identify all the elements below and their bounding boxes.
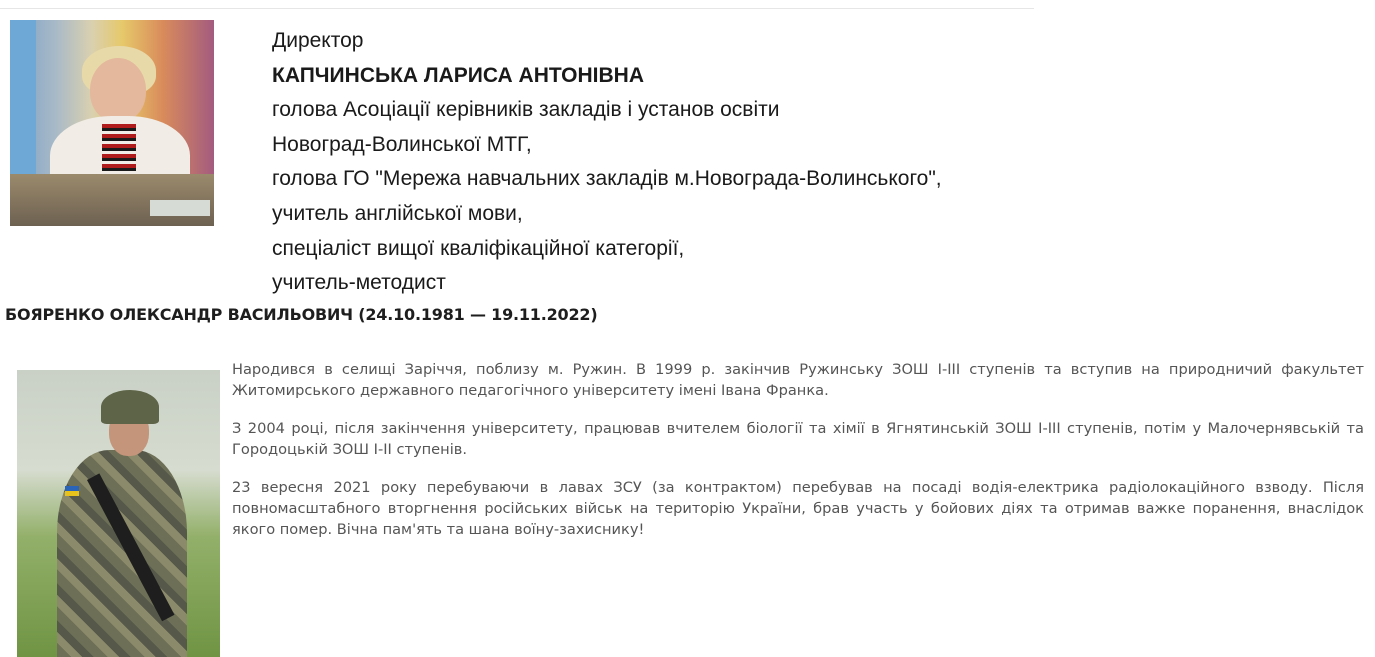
director-detail: Новоград-Волинської МТГ, [272, 132, 532, 156]
memorial-heading: БОЯРЕНКО ОЛЕКСАНДР ВАСИЛЬОВИЧ (24.10.1981 — 19.11.2022) [5, 305, 598, 324]
biography-paragraph: З 2004 році, після закінчення університету, працював вчителем біології та хімії в Ягнятинській ЗОШ І-ІІІ ступенів, потім у Малочернявській та Городоцькій ЗОШ І-ІІ ступенів. [232, 420, 1364, 458]
director-photo [10, 20, 214, 226]
biography-paragraph: 23 вересня 2021 року перебуваючи в лавах ЗСУ (за контрактом) перебував на посаді водія-електрика радіолокаційного взводу. Після повномасштабного вторгнення російських військ на територію України, брав участь у бойових діях та отримав важке поранення, внаслідок якого помер. Вічна пам'ять та шана воїну-захиснику! [232, 479, 1364, 538]
director-detail: учитель англійської мови, [272, 201, 523, 225]
biography-paragraph: Народився в селищі Заріччя, поблизу м. Ружин. В 1999 р. закінчив Ружинську ЗОШ І-ІІІ ступенів та вступив на природничий факультет Житомирського державного педагогічного університету імені Івана Франка. [232, 361, 1364, 399]
director-detail: учитель-методист [272, 271, 446, 295]
soldier-photo [17, 370, 220, 657]
director-detail: голова ГО "Мережа навчальних закладів м.Новограда-Волинського", [272, 167, 942, 191]
director-detail: голова Асоціації керівників закладів і установ освіти [272, 98, 780, 122]
top-divider [0, 8, 1034, 9]
director-name: КАПЧИНСЬКА ЛАРИСА АНТОНІВНА [272, 63, 645, 87]
director-detail: спеціаліст вищої кваліфікаційної категорії, [272, 236, 685, 260]
director-position: Директор [272, 29, 364, 52]
director-info [272, 24, 1032, 301]
memorial-biography [232, 359, 1364, 557]
